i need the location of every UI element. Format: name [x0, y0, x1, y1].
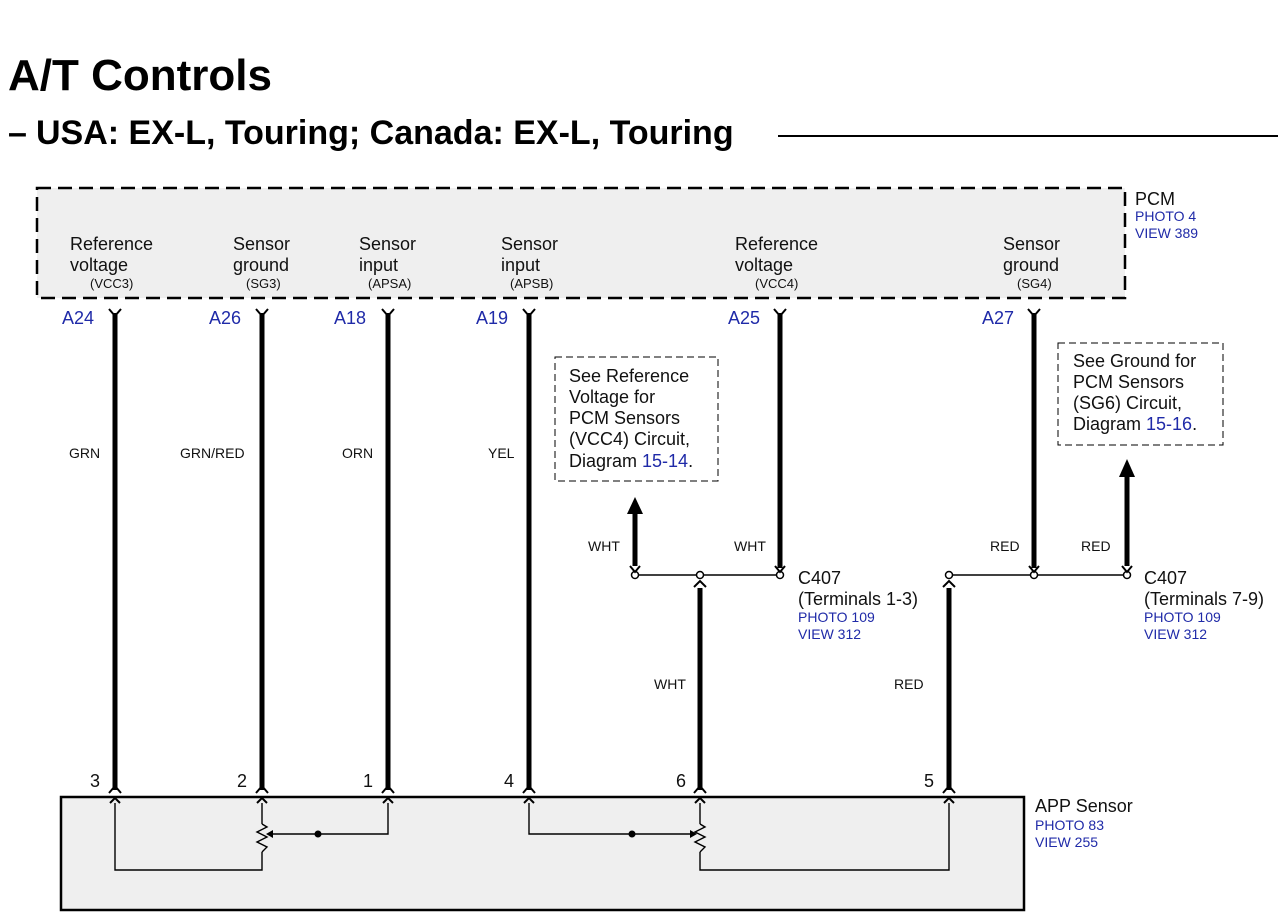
- wire-color-labels: [69, 445, 1111, 692]
- pin-desc-line2: input: [359, 255, 399, 275]
- terminal-number: 4: [504, 771, 515, 791]
- terminal-number: 2: [237, 771, 248, 791]
- pin-desc-code: (APSA): [368, 276, 412, 291]
- note-text: Diagram: [1073, 414, 1147, 434]
- pin-desc-line1: Sensor: [501, 234, 559, 254]
- wire-label: RED: [1081, 538, 1111, 554]
- pcm-pin-numbers: [62, 308, 1014, 328]
- note-line: PCM Sensors: [569, 408, 681, 428]
- terminal-number: 1: [363, 771, 374, 791]
- splice-c407-right: [943, 566, 1132, 587]
- pin-desc-code: (VCC3): [90, 276, 134, 291]
- wire-label: YEL: [488, 445, 515, 461]
- pin-number: A18: [334, 308, 367, 328]
- wire-label: WHT: [588, 538, 620, 554]
- pcm-name: PCM: [1135, 189, 1175, 209]
- pin-desc-line2: ground: [1003, 255, 1060, 275]
- pin-desc-line1: Sensor: [359, 234, 417, 254]
- terminal-number: 6: [676, 771, 687, 791]
- connector-photo-link[interactable]: PHOTO 109: [798, 609, 875, 625]
- note-line: (VCC4) Circuit,: [569, 429, 691, 449]
- wire-label: WHT: [734, 538, 766, 554]
- pin-desc-line1: Sensor: [233, 234, 291, 254]
- note-line: PCM Sensors: [1073, 372, 1185, 392]
- subtitle-dash: –: [8, 114, 27, 152]
- pin-desc-line2: voltage: [735, 255, 794, 275]
- arrow-up-icon: [1119, 459, 1135, 477]
- pin-number: A24: [62, 308, 95, 328]
- connector-terminals: (Terminals 1-3): [798, 589, 919, 609]
- app-sensor-box: [61, 797, 1024, 910]
- terminal-number: 5: [924, 771, 935, 791]
- pin-desc-code: (SG4): [1017, 276, 1052, 291]
- pin-desc-line1: Reference: [70, 234, 154, 254]
- connector-photo-link[interactable]: PHOTO 109: [1144, 609, 1221, 625]
- app-sensor-name: APP Sensor: [1035, 796, 1133, 816]
- note-line: Voltage for: [569, 387, 656, 407]
- connector-view-link[interactable]: VIEW 312: [1144, 626, 1208, 642]
- pin-desc-code: (SG3): [246, 276, 281, 291]
- pcm-photo-link[interactable]: PHOTO 4: [1135, 208, 1197, 224]
- connector-name: C407: [798, 568, 842, 588]
- app-terminal-numbers: [90, 771, 934, 791]
- pcm-box: [37, 188, 1125, 298]
- pcm-view-link[interactable]: VIEW 389: [1135, 225, 1199, 241]
- pin-desc-line2: ground: [233, 255, 290, 275]
- note-text: Diagram: [569, 451, 643, 471]
- wire-label: ORN: [342, 445, 374, 461]
- connector-terminals: (Terminals 7-9): [1144, 589, 1265, 609]
- note-period: .: [688, 451, 694, 471]
- note-line: See Reference: [569, 366, 690, 386]
- wire-label: RED: [894, 676, 924, 692]
- pin-desc-line2: voltage: [70, 255, 129, 275]
- pin-number: A26: [209, 308, 242, 328]
- connector-view-link[interactable]: VIEW 312: [798, 626, 862, 642]
- note-period: .: [1192, 414, 1198, 434]
- wire-label: WHT: [654, 676, 686, 692]
- arrow-up-icon: [627, 497, 643, 514]
- pcm-terminal-chevrons: [109, 309, 1040, 316]
- wire-label: RED: [990, 538, 1020, 554]
- app-sensor-view-link[interactable]: VIEW 255: [1035, 834, 1099, 850]
- note-line: [569, 451, 693, 471]
- connector-name: C407: [1144, 568, 1188, 588]
- pin-desc-line2: input: [501, 255, 541, 275]
- note-line: See Ground for: [1073, 351, 1197, 371]
- pin-desc-code: (APSB): [510, 276, 554, 291]
- diagram-link-15-14[interactable]: 15-14: [642, 451, 689, 471]
- pin-number: A27: [982, 308, 1015, 328]
- note-line: (SG6) Circuit,: [1073, 393, 1183, 413]
- pin-desc-line1: Sensor: [1003, 234, 1061, 254]
- diagram-link-15-16[interactable]: 15-16: [1146, 414, 1193, 434]
- note-line: [1073, 414, 1197, 434]
- terminal-number: 3: [90, 771, 101, 791]
- page-title: A/T Controls: [8, 51, 272, 100]
- wire-label: GRN/RED: [180, 445, 245, 461]
- app-sensor-photo-link[interactable]: PHOTO 83: [1035, 817, 1104, 833]
- wire-label: GRN: [69, 445, 101, 461]
- pin-number: A25: [728, 308, 761, 328]
- pin-number: A19: [476, 308, 509, 328]
- splice-c407-left: [630, 566, 785, 587]
- page-subtitle: USA: EX-L, Touring; Canada: EX-L, Touring: [36, 114, 734, 152]
- pin-desc-code: (VCC4): [755, 276, 799, 291]
- pin-desc-line1: Reference: [735, 234, 819, 254]
